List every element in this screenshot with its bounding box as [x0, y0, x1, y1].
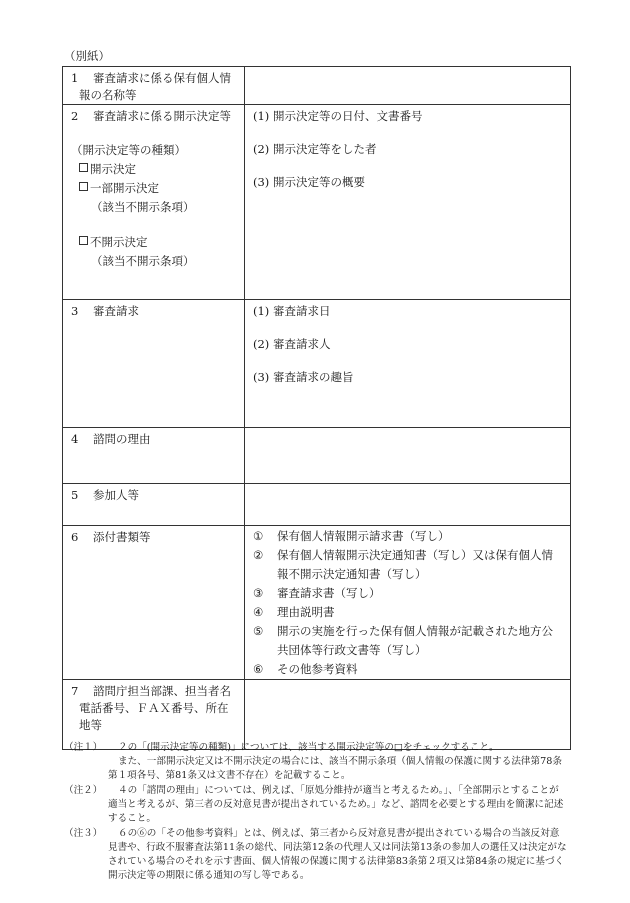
sub-item: (1) 審査請求日: [253, 304, 331, 318]
attachment-label: （別紙）: [64, 49, 110, 63]
row-2-entry-cell[interactable]: [245, 105, 571, 300]
row-number: 4: [71, 432, 79, 446]
row-label: 審査請求に係る開示決定等: [93, 109, 231, 123]
note-line: また、一部開示決定又は不開示決定の場合には、該当不開示条項（個人情報の保護に関する法律第78条第１項各号、第81条又は文書不存在）を記載すること。: [108, 756, 562, 781]
type-option-disclosure[interactable]: 開示決定: [71, 160, 238, 179]
row-5-entry-cell[interactable]: [245, 484, 571, 526]
row-number: 3: [71, 304, 79, 318]
row-label: 審査請求: [93, 304, 139, 318]
sub-item: (3) 審査請求の趣旨: [253, 370, 354, 384]
notes-section: [64, 741, 568, 884]
sub-item: (1) 開示決定等の日付、文書番号: [253, 109, 423, 123]
note-2: [64, 784, 568, 826]
note-3: [64, 827, 568, 883]
note-line: ４の「諮問の理由」については、例えば、「原処分維持が適当と考えるため。」、「全部開示とすることが適当と考えるが、第三者の反対意見書が提出されているため。」など、諮問を必要とする理由を簡潔に記述すること。: [108, 785, 564, 824]
sub-item: (3) 開示決定等の概要: [253, 175, 365, 189]
table-row-5: [63, 484, 571, 526]
attachment-item: ② 保有個人情報開示決定通知書（写し）又は保有個人情報不開示決定通知書（写し）: [253, 548, 553, 581]
note-tag: （注２）: [64, 785, 103, 796]
table-row-2: [63, 105, 571, 300]
checkbox-icon[interactable]: [79, 163, 88, 172]
referral-form-table: [62, 66, 571, 750]
type-option-nondisclosure[interactable]: 不開示決定: [71, 233, 238, 252]
sub-item: (2) 審査請求人: [253, 337, 331, 351]
attachment-item: ① 保有個人情報開示請求書（写し）: [253, 529, 450, 543]
row-1-label-cell: [63, 67, 245, 105]
row-label: 諮問庁担当部課、担当者名電話番号、ＦＡＸ番号、所在地等: [79, 684, 231, 732]
row-label: 参加人等: [93, 488, 139, 502]
attachment-item: ④ 理由説明書: [253, 605, 335, 619]
row-3-label-cell: [63, 300, 245, 428]
row-number: 5: [71, 488, 79, 502]
row-2-label-cell: [63, 105, 245, 300]
applicable-clause-label: （該当不開示条項）: [91, 200, 195, 214]
table-row-6: [63, 526, 571, 680]
row-5-label-cell: [63, 484, 245, 526]
row-3-entry-cell[interactable]: [245, 300, 571, 428]
row-number: 7: [71, 684, 79, 698]
row-number: 2: [71, 109, 79, 123]
row-6-entry-cell[interactable]: [245, 526, 571, 680]
sub-item: (2) 開示決定等をした者: [253, 142, 377, 156]
checkbox-icon[interactable]: [79, 182, 88, 191]
row-number: 6: [71, 530, 79, 544]
table-row-1: [63, 67, 571, 105]
note-line: ２の「(開示決定等の種類)」については、該当する開示決定等の□をチェックすること。: [118, 742, 499, 753]
row-7-entry-cell[interactable]: [245, 680, 571, 750]
row-6-label-cell: [63, 526, 245, 680]
note-tag: （注３）: [64, 828, 103, 839]
row-7-label-cell: [63, 680, 245, 750]
row-label: 添付書類等: [93, 530, 151, 544]
note-line: ６の⑥の「その他参考資料」とは、例えば、第三者から反対意見書が提出されている場合の当該反対意見書や、行政不服審査法第11条の総代、同法第12条の代理人又は同法第13条の参加人の選任又は決定がなされている場合のそれを示す書面、個人情報の保護に関する法律第83条第２項又は第84条の規定に基づく開示決定等の期限に係る通知の写し等である。: [108, 828, 567, 881]
checkbox-icon[interactable]: [79, 236, 88, 245]
row-4-label-cell: [63, 428, 245, 484]
types-heading: （開示決定等の種類）: [71, 143, 186, 157]
table-row-7: [63, 680, 571, 750]
attachment-item: ⑥ その他参考資料: [253, 662, 358, 676]
applicable-clause-label: （該当不開示条項）: [91, 254, 195, 268]
row-label: 審査請求に係る保有個人情報の名称等: [79, 71, 231, 102]
type-option-partial[interactable]: 一部開示決定: [71, 179, 238, 198]
row-number: 1: [71, 71, 79, 85]
row-1-entry-cell[interactable]: [245, 67, 571, 105]
note-tag: （注１）: [64, 742, 103, 753]
row-label: 諮問の理由: [93, 432, 151, 446]
table-row-3: [63, 300, 571, 428]
attachment-item: ③ 審査請求書（写し）: [253, 586, 381, 600]
row-4-entry-cell[interactable]: [245, 428, 571, 484]
note-1: [64, 741, 568, 783]
attachment-item: ⑤ 開示の実施を行った保有個人情報が記載された地方公共団体等行政文書等（写し）: [253, 624, 553, 657]
table-row-4: [63, 428, 571, 484]
